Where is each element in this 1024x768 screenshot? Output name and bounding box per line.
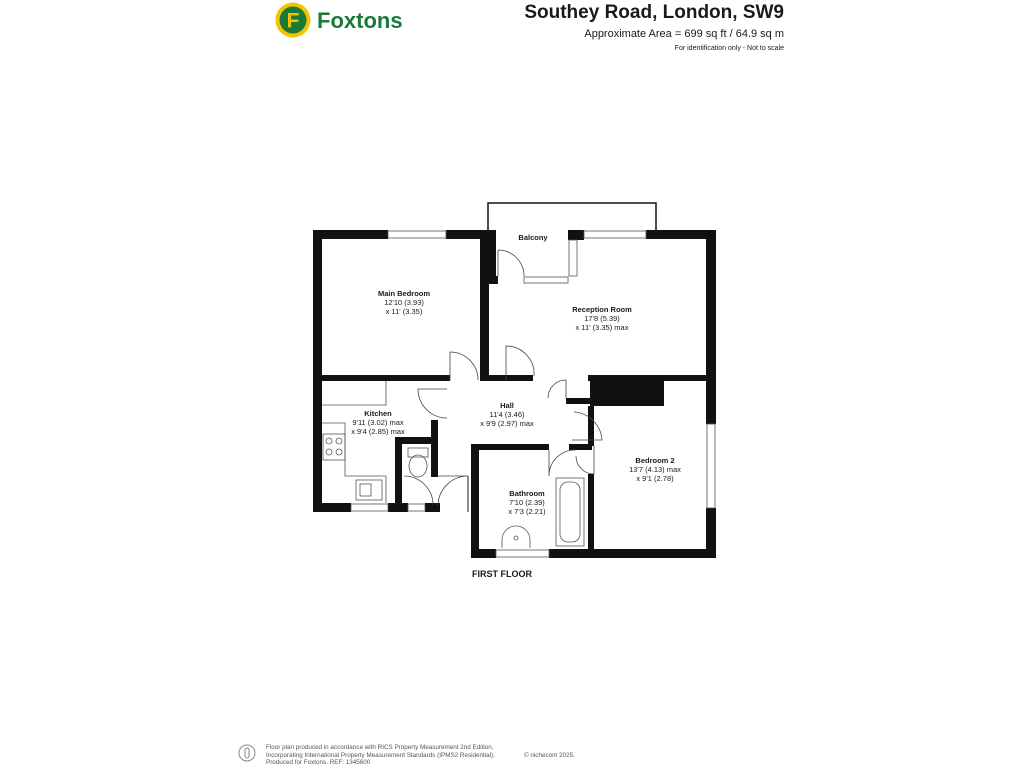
footer-text (266, 744, 495, 767)
room-bathroom (508, 489, 545, 516)
window-bathroom (496, 550, 549, 557)
room-kitchen (351, 409, 405, 436)
room-hall-name: Hall (500, 401, 514, 410)
wall-hall-cupboard (566, 398, 596, 404)
window-kitchen (351, 504, 388, 511)
logo-letter: F (286, 9, 300, 33)
wall-bathroom-south-a (471, 549, 496, 558)
door-bedroom2 (572, 412, 602, 440)
room-main-bedroom-dim2: x 11' (3.35) (385, 307, 423, 316)
logo-wordmark: Foxtons (317, 8, 403, 33)
room-balcony (518, 233, 547, 242)
window-balcony-east (569, 240, 577, 276)
window-wc (408, 504, 425, 511)
wall-bedroom-kitchen (313, 375, 450, 381)
room-main-bedroom-dim1: 12'10 (3.93) (384, 298, 424, 307)
hob-ring-3 (326, 449, 332, 455)
room-reception-dim1: 17'8 (5.39) (584, 314, 620, 323)
hob-ring-1 (326, 438, 332, 444)
hob-ring-4 (336, 449, 342, 455)
wall-reception-north-a (568, 230, 584, 240)
wall-bathroom-north-b (569, 444, 592, 450)
room-kitchen-name: Kitchen (364, 409, 392, 418)
room-bathroom-dim1: 7'10 (2.39) (509, 498, 545, 507)
wall-hall-north (480, 375, 533, 381)
room-bedroom2-name: Bedroom 2 (635, 456, 675, 465)
footer-line-3: Produced for Foxtons. REF: 1345600 (266, 759, 371, 767)
floor-label: FIRST FLOOR (472, 569, 532, 579)
wall-reception-north-b (646, 230, 716, 239)
room-hall-dim1: 11'4 (3.46) (489, 410, 525, 419)
door-kitchen (418, 389, 447, 418)
door-balcony (498, 250, 524, 276)
approximate-area: Approximate Area = 699 sq ft / 64.9 sq m (584, 28, 784, 40)
wc-cistern (408, 448, 428, 457)
wall-kitchen-south-a (313, 503, 351, 512)
wall-wc-west (395, 437, 402, 508)
window-main-bedroom (388, 231, 446, 238)
wall-bathroom-west (471, 444, 479, 558)
balcony-outline (488, 203, 656, 230)
wall-west (313, 230, 322, 512)
door-wc (404, 476, 433, 505)
ipms-icon (238, 744, 256, 762)
kitchen-worktop-upper (322, 381, 386, 405)
footer-copyright: © nichecom 2025. (524, 752, 575, 759)
hob-ring-2 (336, 438, 342, 444)
room-kitchen-dim2: x 9'4 (2.85) max (351, 427, 405, 436)
room-reception (572, 305, 632, 332)
room-hall-dim2: x 9'9 (2.97) max (480, 419, 534, 428)
fixtures (322, 381, 584, 548)
room-bedroom2-dim1: 13'7 (4.13) max (629, 465, 681, 474)
door-bathroom (549, 450, 575, 476)
room-balcony-name: Balcony (518, 233, 548, 242)
footer-line-1: Floor plan produced in accordance with RICS Property Measurement 2nd Edition, (266, 744, 494, 751)
room-bedroom2-dim2: x 9'1 (2.78) (636, 474, 674, 483)
room-hall (480, 401, 534, 428)
window-bedroom2 (707, 424, 715, 508)
wall-balcony-corner (488, 276, 498, 284)
door-bedroom2-inner (576, 446, 594, 474)
kitchen-sink-bowl (360, 484, 371, 496)
scale-note: For identification only - Not to scale (674, 45, 784, 52)
hob (323, 434, 345, 460)
basin-tap (514, 536, 518, 540)
wall-balcony-west (488, 230, 496, 276)
property-address: Southey Road, London, SW9 (524, 2, 784, 23)
wall-bathroom-south-b (549, 549, 594, 558)
room-reception-dim2: x 11' (3.35) max (575, 323, 629, 332)
wall-wc-east (431, 437, 438, 477)
wall-bedroom-reception (480, 230, 489, 380)
wc-pan (409, 455, 427, 477)
room-reception-name: Reception Room (572, 305, 632, 314)
door-main-bedroom (450, 352, 478, 380)
wall-bathroom-north (471, 444, 549, 450)
bath-inner (560, 482, 580, 542)
room-bathroom-dim2: x 7'3 (2.21) (508, 507, 546, 516)
room-main-bedroom-name: Main Bedroom (377, 289, 431, 298)
room-kitchen-dim1: 9'11 (3.02) max (352, 418, 404, 427)
room-main-bedroom (378, 289, 430, 316)
window-balcony-south (524, 277, 568, 283)
door-reception (506, 346, 534, 380)
wall-bedroom2-west-lower (588, 474, 594, 554)
wash-basin (502, 526, 530, 548)
footer-line-2: Incorporating International Property Measurement Standards (IPMS2 Residential). (266, 751, 495, 759)
door-cupboard (548, 380, 566, 398)
wall-main-bedroom-north-a (313, 230, 388, 239)
room-bathroom-name: Bathroom (509, 489, 545, 498)
cupboard-block (590, 379, 664, 406)
door-hall-lower (438, 476, 468, 506)
window-reception (584, 231, 646, 238)
wall-east-upper (706, 230, 716, 424)
room-bedroom2 (629, 456, 681, 483)
wall-south-east (588, 549, 716, 558)
